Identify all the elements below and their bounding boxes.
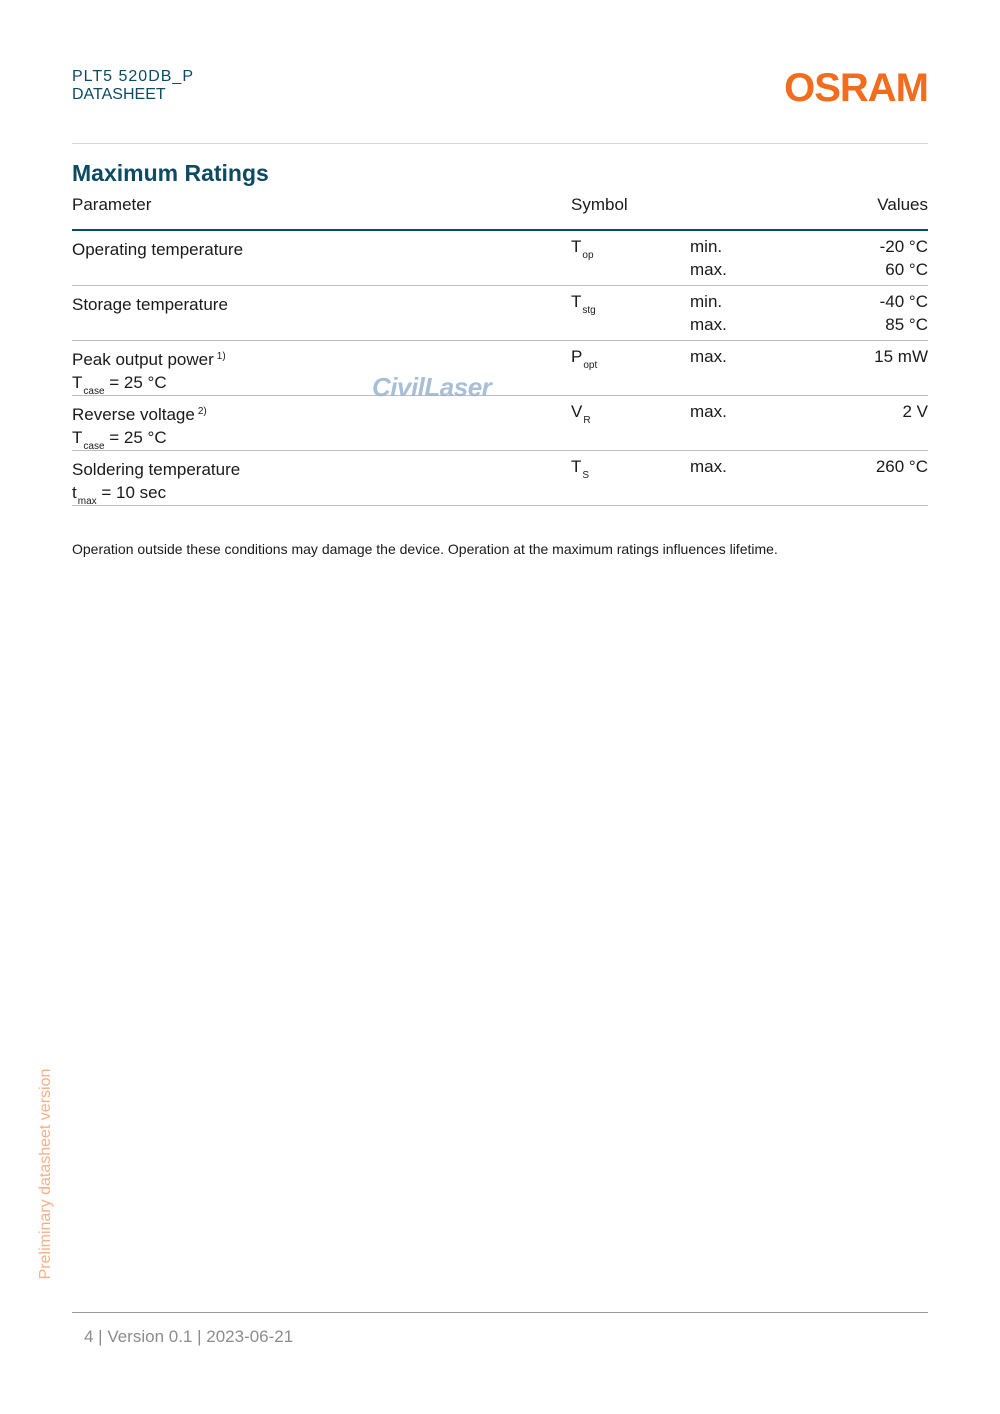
symbol-sub: stg [582, 305, 596, 316]
symbol-main: T [571, 457, 582, 476]
table-header [72, 193, 928, 231]
condition-rest: = 10 sec [101, 483, 167, 502]
table-row [72, 451, 928, 506]
ratings-note: Operation outside these conditions may damage the device. Operation at the maximum ratings influences lifetime. [72, 541, 778, 557]
symbol-sub: R [583, 415, 591, 426]
value-2: 85 °C [885, 315, 928, 334]
limit-cell [690, 345, 727, 368]
condition-sub: max [77, 496, 97, 507]
symbol-main: T [571, 237, 582, 256]
value-1: 260 °C [875, 457, 928, 476]
condition-main: T [72, 373, 83, 392]
limit-2: max. [690, 315, 727, 334]
section-title: Maximum Ratings [72, 160, 269, 186]
value-cell [876, 455, 928, 478]
table-row [72, 231, 928, 286]
symbol-main: V [571, 402, 583, 421]
condition-main: T [72, 428, 83, 447]
civillaser-watermark: CivilLaser [372, 372, 492, 402]
symbol-sub: op [582, 250, 594, 261]
symbol-main: T [571, 292, 582, 311]
value-1: 15 mW [874, 347, 928, 366]
condition-sub: case [83, 441, 105, 452]
limit-1: min. [690, 292, 723, 311]
value-1: -40 °C [879, 292, 928, 311]
limit-cell [690, 290, 727, 336]
value-1: -20 °C [879, 237, 928, 256]
value-cell [874, 345, 928, 368]
parameter-cell [72, 235, 552, 293]
condition-rest: = 25 °C [109, 373, 167, 392]
footnote-ref: 1) [216, 351, 226, 362]
limit-cell [690, 400, 727, 423]
symbol-sub: opt [583, 360, 598, 371]
table-row [72, 286, 928, 341]
value-cell [902, 400, 928, 423]
limit-cell [690, 455, 727, 478]
parameter-name: Reverse voltage [72, 405, 195, 424]
parameter-name: Soldering temperature [72, 460, 241, 479]
condition-sub: case [83, 386, 105, 397]
symbol-cell [571, 455, 589, 487]
value-2: 60 °C [885, 260, 928, 279]
limit-1: min. [690, 237, 723, 256]
symbol-cell [571, 290, 596, 322]
symbol-cell [571, 345, 597, 377]
parameter-cell [72, 455, 552, 513]
table-row [72, 341, 928, 396]
value-cell [880, 290, 928, 336]
header-divider [72, 143, 928, 144]
page-footer: 4 | Version 0.1 | 2023-06-21 [84, 1327, 294, 1346]
limit-cell [690, 235, 727, 281]
limit-1: max. [690, 457, 727, 476]
footnote-ref: 2) [197, 406, 207, 417]
document-type: DATASHEET [72, 86, 166, 103]
header-parameter: Parameter [72, 195, 152, 214]
value-1: 2 V [902, 402, 928, 421]
limit-1: max. [690, 402, 727, 421]
header-symbol: Symbol [571, 195, 628, 214]
limit-1: max. [690, 347, 727, 366]
footer-divider [72, 1312, 928, 1313]
preliminary-side-label: Preliminary datasheet version [37, 1068, 54, 1280]
parameter-cell [72, 400, 552, 458]
symbol-sub: S [582, 470, 590, 481]
table-row [72, 396, 928, 451]
limit-2: max. [690, 260, 727, 279]
maximum-ratings-table [72, 193, 928, 506]
parameter-name: Storage temperature [72, 295, 228, 314]
parameter-name: Peak output power [72, 350, 214, 369]
part-number: PLT5 520DB_P [72, 68, 194, 85]
symbol-cell [571, 400, 591, 432]
symbol-main: P [571, 347, 583, 366]
condition-main: t [72, 483, 77, 502]
parameter-name: Operating temperature [72, 240, 244, 259]
parameter-cell [72, 290, 552, 348]
value-cell [880, 235, 928, 281]
osram-logo: OSRAM [784, 66, 928, 110]
condition-rest: = 25 °C [109, 428, 167, 447]
symbol-cell [571, 235, 594, 267]
header-values: Values [877, 195, 928, 214]
document-header [72, 68, 194, 104]
